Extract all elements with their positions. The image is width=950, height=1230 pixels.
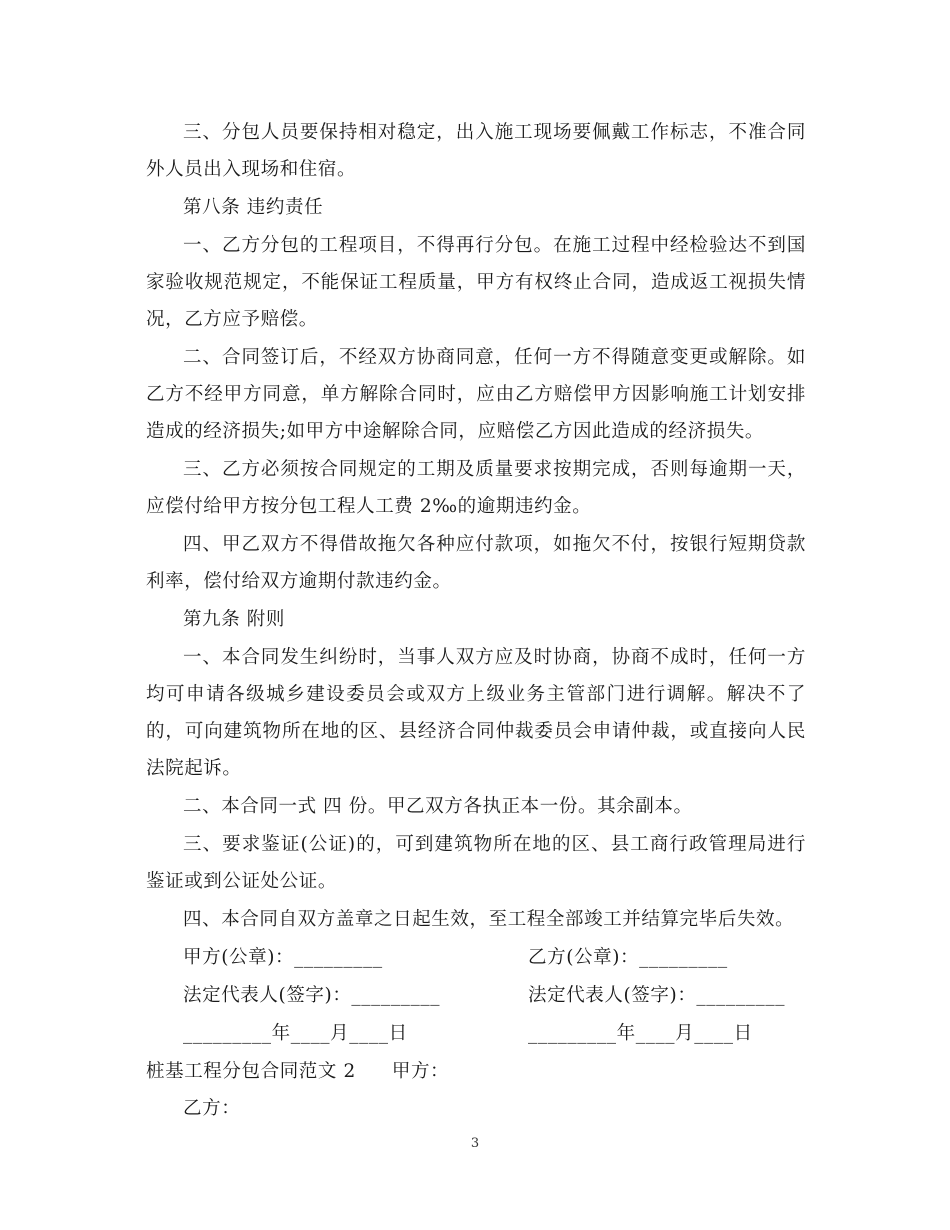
contract-body [146,114,806,1128]
party-b-date-field: _________年____月____日 [528,1023,753,1044]
section-8-item-1: 一、乙方分包的工程项目，不得再行分包。在施工过程中经检验达不到国家验收规范规定，不能保证工程质量，甲方有权终止合同，造成返工视损失情况，乙方应予赔偿。 [146,235,806,330]
section-8-item-2: 二、合同签订后，不经双方协商同意，任何一方不得随意变更或解除。如乙方不经甲方同意，单方解除合同时，应由乙方赔偿甲方因影响施工计划安排造成的经济损失;如甲方中途解除合同，应赔偿乙方因此造成的经济损失。 [146,347,806,442]
next-contract-title: 桩基工程分包合同范文 2 [146,1061,356,1082]
party-a-date-field: _________年____月____日 [183,1023,408,1044]
next-contract-party-b: 乙方： [183,1098,241,1119]
party-b-representative-field: 法定代表人(签字)：_________ [528,985,786,1006]
party-a-representative-field: 法定代表人(签字)：_________ [183,985,441,1006]
party-a-seal-field: 甲方(公章)：_________ [183,947,383,968]
next-contract-title-line [146,1053,806,1090]
signature-row-representative [146,977,806,1014]
next-contract-party-a: 甲方： [391,1061,450,1082]
section-9-item-1: 一、本合同发生纠纷时，当事人双方应及时协商，协商不成时，任何一方均可申请各级城乡建设委员会或双方上级业务主管部门进行调解。解决不了的，可向建筑物所在地的区、县经济合同仲裁委员会申请仲裁，或直接向人民法院起诉。 [146,647,806,779]
section-8-heading: 第八条 违约责任 [183,197,324,218]
party-b-seal-field: 乙方(公章)：_________ [528,947,728,968]
section-9-item-3: 三、要求鉴证(公证)的，可到建筑物所在地的区、县工商行政管理局进行鉴证或到公证处公证。 [146,834,806,892]
section-9-item-4: 四、本合同自双方盖章之日起生效，至工程全部竣工并结算完毕后失效。 [183,909,795,930]
section-8-item-3: 三、乙方必须按合同规定的工期及质量要求按期完成，否则每逾期一天，应偿付给甲方按分包工程人工费 2‰的逾期违约金。 [146,459,806,517]
page-number: 3 [470,1136,480,1151]
paragraph-staff-stability: 三、分包人员要保持相对稳定，出入施工现场要佩戴工作标志，不准合同外人员出入现场和住宿。 [146,122,806,180]
signature-row-seal [146,939,806,976]
section-9-heading: 第九条 附则 [183,609,285,630]
section-9-item-2: 二、本合同一式 四 份。甲乙双方各执正本一份。其余副本。 [183,796,693,817]
section-8-item-4: 四、甲乙双方不得借故拖欠各种应付款项，如拖欠不付，按银行短期贷款利率，偿付给双方逾期付款违约金。 [146,534,806,592]
signature-row-date [146,1015,806,1052]
